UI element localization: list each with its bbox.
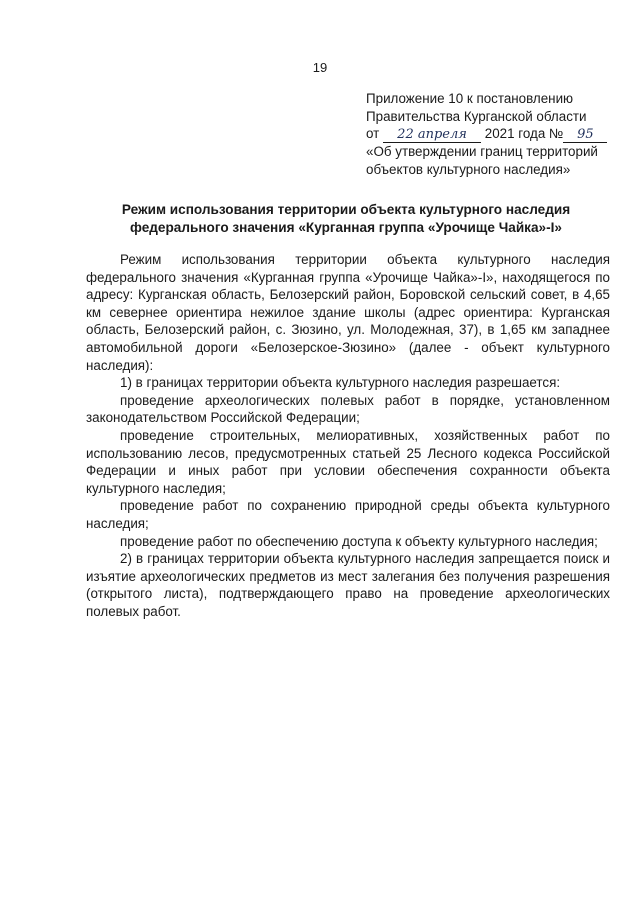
- page-number: 19: [312, 60, 328, 75]
- paragraph: проведение работ по сохранению природной среды объекта культурного наследия;: [86, 498, 610, 531]
- year-text: 2021 года: [484, 126, 546, 141]
- title-line-2: федерального значения «Курганная группа «Урочище Чайка»-I»: [130, 219, 562, 235]
- paragraph: проведение строительных, мелиоративных, хозяйственных работ по использованию лесов, предусмотренных статьей 25 Лесного кодекса Российской Федерации и иных работ при условии обеспечения сохранности объекта культурного наследия;: [86, 427, 610, 496]
- paragraph: 1) в границах территории объекта культурного наследия разрешается:: [120, 375, 561, 391]
- from-label: от: [366, 126, 380, 141]
- document-title: [86, 201, 606, 236]
- appendix-line-2: Правительства Курганской области: [366, 108, 587, 124]
- appendix-subject-line-1: «Об утверждении границ территорий: [366, 144, 598, 159]
- paragraph: Режим использования территории объекта культурного наследия федерального значения «Курганная группа «Урочище Чайка»-I», находящегося по адресу: Курганская область, Белозерский район, Боровской сельский совет, в 4,65 км севернее ориентира нежилое здание школы (адрес ориентира: Курганская область, Белозерский район, с. Зюзино, ул. Молодежная, 37), в 1,65 км западнее автомобильной дороги «Белозерское-Зюзино» (далее - объект культурного наследия):: [86, 252, 610, 373]
- number-label: №: [549, 126, 564, 141]
- appendix-subject-line-2: объектов культурного наследия»: [366, 161, 571, 177]
- title-line-1: Режим использования территории объекта культурного наследия: [121, 202, 571, 217]
- handwritten-number: 95: [563, 128, 607, 143]
- paragraph: проведение археологических полевых работ в порядке, установленном законодательством Российской Федерации;: [86, 392, 610, 426]
- paragraph: проведение работ по обеспечению доступа к объекту культурного наследия;: [120, 533, 598, 549]
- appendix-line-1: Приложение 10 к постановлению: [366, 91, 574, 106]
- appendix-date-line: [366, 125, 628, 143]
- paragraph: 2) в границах территории объекта культурного наследия запрещается поиск и изъятие археологических предметов из мест залегания без получения разрешения (открытого листа), подтверждающего право на проведение археологических полевых работ.: [86, 551, 610, 619]
- appendix-header: [366, 90, 628, 178]
- document-body: [86, 251, 610, 620]
- handwritten-date: 22 апреля: [383, 128, 481, 143]
